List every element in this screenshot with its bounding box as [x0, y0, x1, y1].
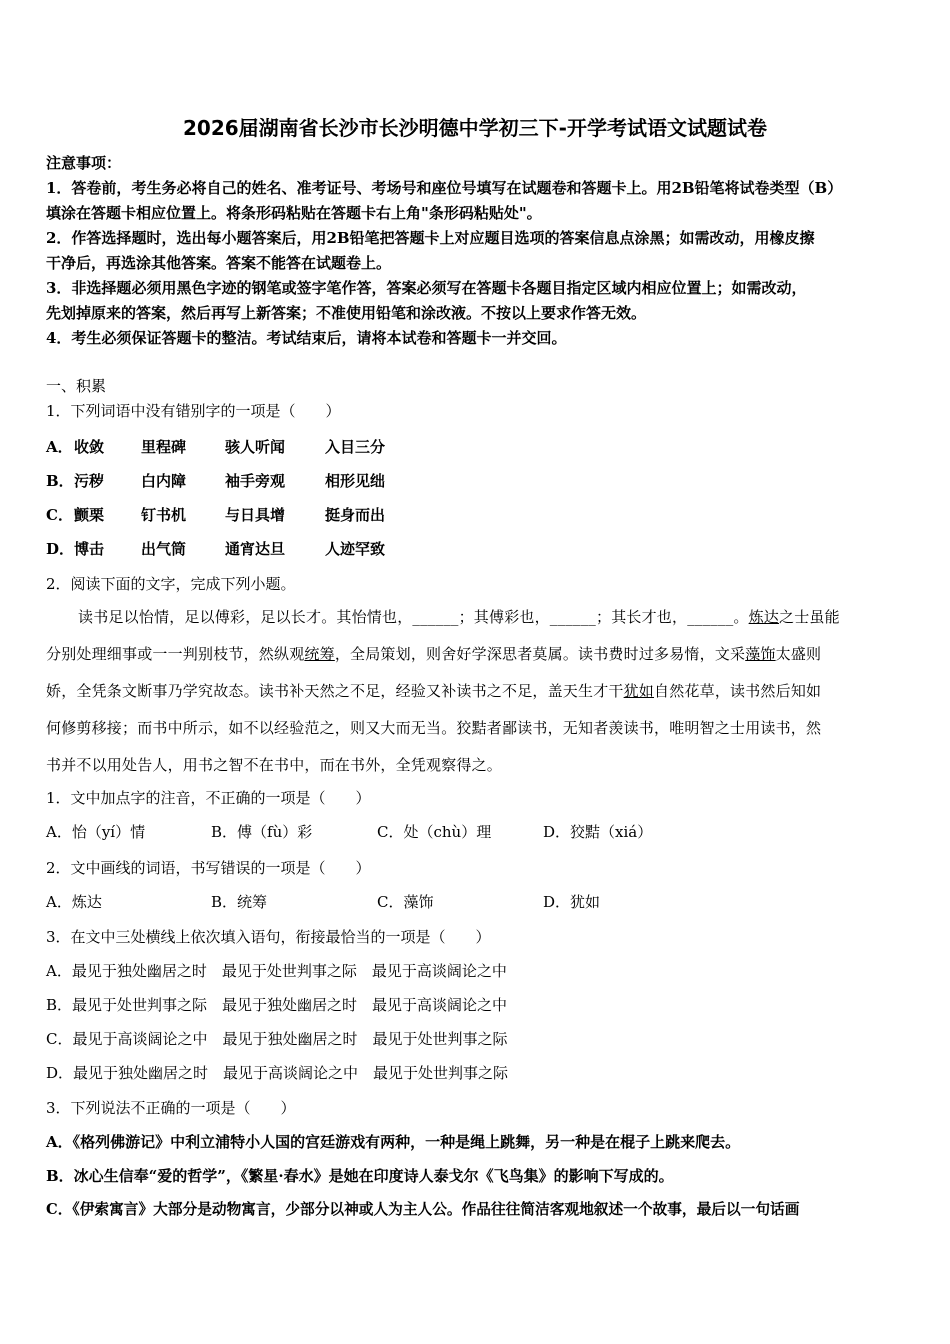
q1-stem: 1．下列词语中没有错别字的一项是（ ） [46, 402, 341, 420]
notes-line: 干净后，再选涂其他答案。答案不能答在试题卷上。 [46, 254, 392, 272]
q2-sub1-option-b[interactable]: B．傅（fù）彩 [211, 823, 313, 841]
option-label: C． [46, 506, 73, 524]
passage-line: 读书足以怡情，足以傅彩，足以长才。其怡情也，______；其傅彩也，______；其长才也，______。炼达之士虽能 [78, 608, 840, 626]
q2-sub3-option-a[interactable]: A．最见于独处幽居之时 最见于处世判事之际 最见于高谈阔论之中 [46, 962, 507, 980]
option-word: 污秽 [74, 472, 105, 490]
section-heading: 一、积累 [46, 377, 107, 395]
option-word: 颤栗 [74, 506, 105, 524]
notes-line: 2．作答选择题时，选出每小题答案后，用2B铅笔把答题卡上对应题目选项的答案信息点涂黑；如需改动，用橡皮擦 [46, 229, 815, 247]
option-word: 收敛 [74, 438, 105, 456]
q3-option-c[interactable]: C．《伊索寓言》大部分是动物寓言，少部分以神或人为主人公。作品往往简洁客观地叙述一个故事，最后以一句话画 [46, 1201, 800, 1218]
option-word: 相形见绌 [325, 472, 386, 490]
option-word: 白内障 [141, 472, 187, 490]
notes-line: 1．答卷前，考生务必将自己的姓名、准考证号、考场号和座位号填写在试题卷和答题卡上。用2B铅笔将试卷类型（B） [46, 179, 843, 197]
notes-heading: 注意事项： [46, 154, 122, 172]
underlined-word: 犹如 [623, 682, 655, 700]
notes-line: 填涂在答题卡相应位置上。将条形码粘贴在答题卡右上角"条形码粘贴处"。 [46, 204, 542, 222]
q2-sub3-option-d[interactable]: D．最见于独处幽居之时 最见于高谈阔论之中 最见于处世判事之际 [46, 1064, 509, 1082]
q2-stem: 2．阅读下面的文字，完成下列小题。 [46, 575, 296, 593]
q2-sub3-stem: 3．在文中三处横线上依次填入语句，衔接最恰当的一项是（ ） [46, 928, 491, 946]
option-word: 博击 [74, 540, 105, 558]
q2-sub2-option-c[interactable]: C．藻饰 [377, 893, 434, 911]
option-label: A． [46, 438, 73, 456]
passage-line: 分别处理细事或一一判别枝节，然纵观统筹，全局策划，则舍好学深思者莫属。读书费时过多易惰，文采藻饰太盛则 [46, 645, 822, 663]
q2-sub1-option-a[interactable]: A．怡（yí）情 [46, 823, 146, 841]
passage-line: 书并不以用处告人，用书之智不在书中，而在书外，全凭观察得之。 [46, 756, 503, 774]
option-label: D． [46, 540, 75, 558]
q3-stem: 3．下列说法不正确的一项是（ ） [46, 1099, 296, 1117]
option-word: 入目三分 [325, 438, 386, 456]
q2-sub2-option-b[interactable]: B．统筹 [211, 893, 268, 911]
q2-sub1-stem: 1．文中加点字的注音，不正确的一项是（ ） [46, 789, 371, 807]
q2-sub3-option-b[interactable]: B．最见于处世判事之际 最见于独处幽居之时 最见于高谈阔论之中 [46, 996, 508, 1014]
q2-sub2-option-d[interactable]: D．犹如 [543, 893, 601, 911]
underlined-word: 藻饰 [745, 645, 776, 663]
underlined-word: 统筹 [304, 645, 335, 663]
notes-line: 3．非选择题必须用黑色字迹的钢笔或签字笔作答，答案必须写在答题卡各题目指定区域内相应位置上；如需改动， [46, 279, 807, 297]
passage-line: 娇，全凭条文断事乃学究故态。读书补天然之不足，经验又补读书之不足，盖天生才干犹如自然花草，读书然后知如 [46, 682, 822, 700]
q3-option-b[interactable]: B．冰心生信奉“爱的哲学”，《繁星·春水》是她在印度诗人泰戈尔《飞鸟集》的影响下写成的。 [46, 1167, 674, 1185]
option-word: 挺身而出 [325, 506, 386, 524]
option-word: 通宵达旦 [225, 540, 286, 558]
page-title: 2026届湖南省长沙市长沙明德中学初三下-开学考试语文试题试卷 [183, 116, 767, 140]
option-word: 人迹罕致 [325, 540, 386, 558]
option-label: B． [46, 472, 74, 490]
q2-sub2-option-a[interactable]: A．炼达 [46, 893, 102, 911]
option-word: 钉书机 [141, 506, 187, 524]
q3-option-a[interactable]: A．《格列佛游记》中利立浦特小人国的宫廷游戏有两种，一种是绳上跳舞，另一种是在棍子上跳来爬去。 [46, 1133, 741, 1151]
q2-sub3-option-c[interactable]: C．最见于高谈阔论之中 最见于独处幽居之时 最见于处世判事之际 [46, 1030, 508, 1048]
underlined-word: 炼达 [748, 608, 780, 626]
notes-line: 先划掉原来的答案，然后再写上新答案；不准使用铅笔和涂改液。不按以上要求作答无效。 [46, 304, 647, 322]
option-word: 出气筒 [141, 540, 187, 558]
notes-line: 4．考生必须保证答题卡的整洁。考试结束后，请将本试卷和答题卡一并交回。 [46, 329, 567, 347]
q2-sub2-stem: 2．文中画线的词语，书写错误的一项是（ ） [46, 859, 371, 877]
q2-sub1-option-c[interactable]: C．处（chù）理 [377, 823, 492, 841]
option-word: 骇人听闻 [225, 438, 286, 456]
option-word: 与日具增 [225, 506, 286, 524]
passage-line: 何修剪移接；而书中所示，如不以经验范之，则又大而无当。狡黠者鄙读书，无知者羡读书，唯明智之士用读书，然 [46, 719, 822, 737]
q2-sub1-option-d[interactable]: D．狡黠（xiá） [543, 823, 653, 841]
option-word: 袖手旁观 [225, 472, 286, 490]
option-word: 里程碑 [141, 438, 187, 456]
